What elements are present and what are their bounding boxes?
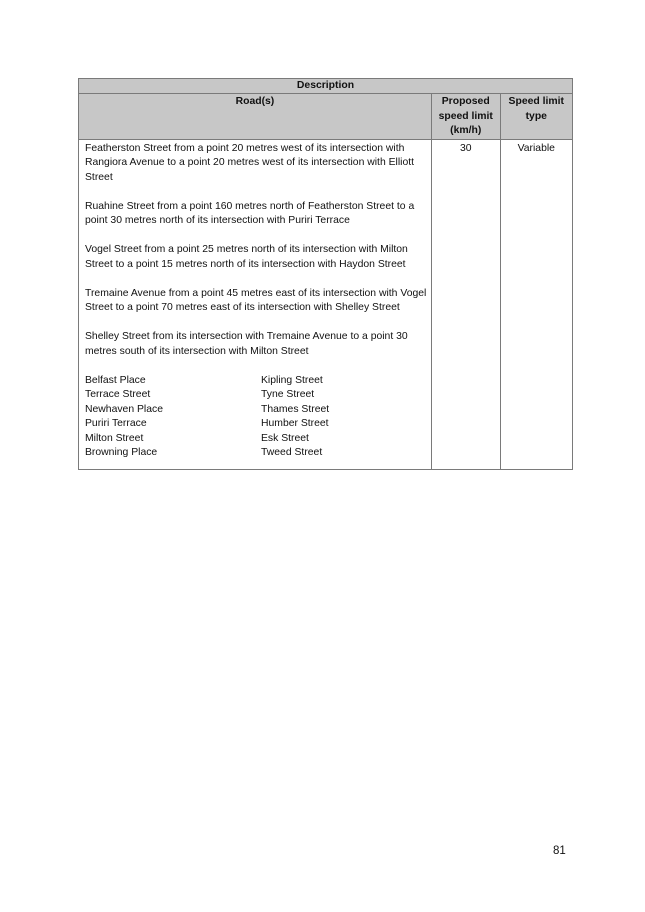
street-name: Tyne Street xyxy=(261,389,315,400)
speed-limit-column-header: Proposed speed limit (km/h) xyxy=(431,94,500,140)
street-name: Tweed Street xyxy=(261,447,323,458)
street-name: Thames Street xyxy=(261,403,330,415)
speed-type-column-header: Speed limit type xyxy=(500,94,572,140)
street-name: Kipling Street xyxy=(261,374,323,386)
street-name: Belfast Place xyxy=(85,374,146,386)
roads-cell xyxy=(79,139,432,469)
speed-type-value: Variable xyxy=(500,139,572,469)
table-row xyxy=(79,139,573,469)
speed-limit-table xyxy=(78,78,573,470)
page-number: 81 xyxy=(553,845,566,857)
roads-column-header: Road(s) xyxy=(79,94,432,140)
road-paragraph: Featherston Street from a point 20 metres west of its intersection with Rangiora Avenue to a point 20 metres west of its intersection with Elliott Street xyxy=(85,142,415,183)
street-name: Humber Street xyxy=(261,418,329,429)
speed-limit-value: 30 xyxy=(431,139,500,469)
road-paragraph: Shelley Street from its intersection with Tremaine Avenue to a point 30 metres south of its intersection with Milton Street xyxy=(85,331,408,357)
table-header-row xyxy=(79,79,573,94)
road-paragraph: Ruahine Street from a point 160 metres north of Featherston Street to a point 30 metres north of its intersection with Puriri Terrace xyxy=(85,200,415,226)
description-header: Description xyxy=(79,79,573,94)
road-paragraph: Tremaine Avenue from a point 45 metres east of its intersection with Vogel Street to a point 70 metres east of its intersection with Shelley Street xyxy=(85,287,427,313)
street-name: Terrace Street xyxy=(85,389,151,400)
road-paragraph: Vogel Street from a point 25 metres north of its intersection with Milton Street to a point 15 metres north of its intersection with Haydon Street xyxy=(85,244,408,270)
street-names-list xyxy=(85,374,427,461)
street-name: Newhaven Place xyxy=(85,403,163,415)
street-name: Milton Street xyxy=(85,432,144,444)
street-name: Puriri Terrace xyxy=(85,418,147,429)
street-name: Esk Street xyxy=(261,432,309,444)
street-name: Browning Place xyxy=(85,447,158,458)
table-subheader-row xyxy=(79,94,573,140)
